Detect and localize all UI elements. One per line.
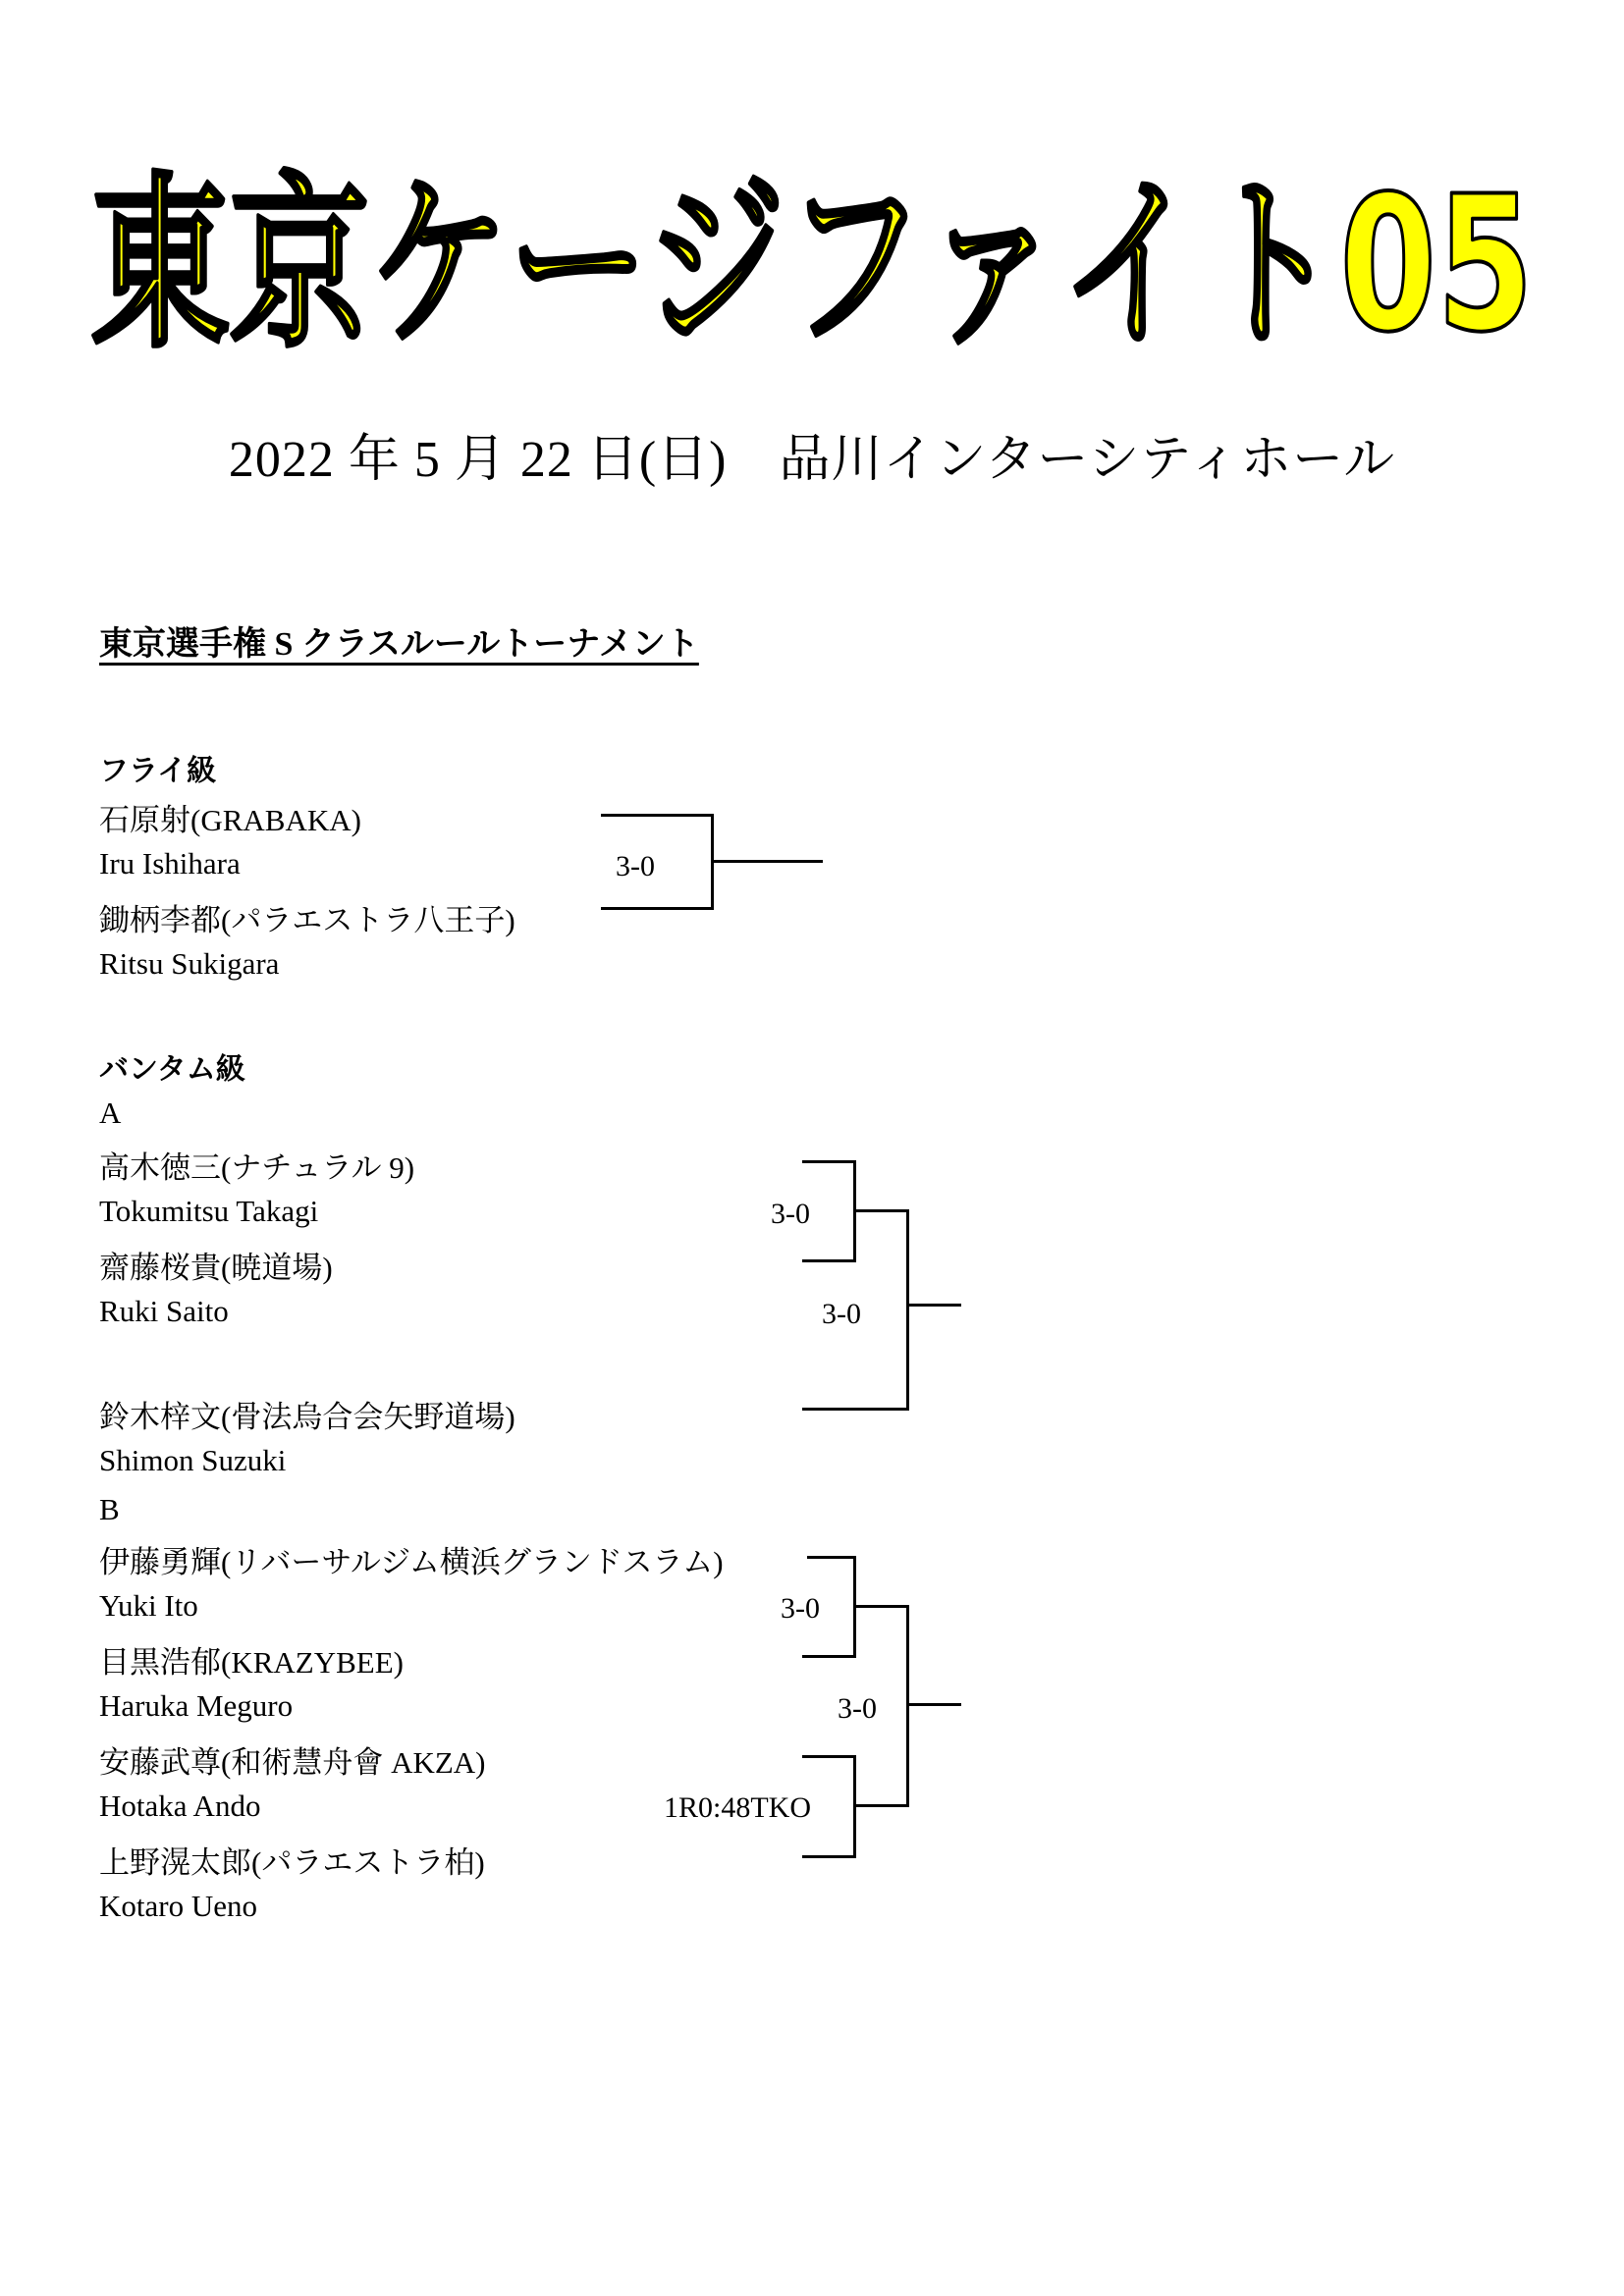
bracket-line — [802, 1408, 909, 1411]
bracket-line — [601, 907, 714, 910]
bout-result: 1R0:48TKO — [664, 1791, 811, 1824]
block-a-label: A — [99, 1095, 122, 1130]
fighter-name-en: Kotaro Ueno — [99, 1889, 257, 1923]
bout-result: 3-0 — [781, 1592, 820, 1625]
fighter-name-en: Shimon Suzuki — [99, 1443, 287, 1477]
fighter-name-en: Ritsu Sukigara — [99, 946, 280, 981]
fighter-name-jp: 安藤武尊(和術慧舟會 AKZA) — [99, 1745, 486, 1780]
event-title — [0, 59, 1624, 383]
fighter-name-jp: 鋤柄李都(パラエストラ八王子) — [99, 903, 515, 937]
bout-result: 3-0 — [838, 1692, 877, 1725]
bracket-line — [711, 860, 823, 863]
fighter-name-jp: 目黒浩郁(KRAZYBEE) — [99, 1645, 404, 1680]
fighter-name-en: Iru Ishihara — [99, 846, 241, 881]
bracket-line — [802, 1855, 856, 1858]
bracket-line — [802, 1755, 856, 1758]
bracket-line — [906, 1209, 909, 1411]
fighter-name-en: Yuki Ito — [99, 1588, 198, 1623]
bracket-line — [853, 1605, 909, 1608]
bracket-line — [906, 1605, 909, 1807]
fighter-name-jp: 伊藤勇輝(リバーサルジム横浜グランドスラム) — [99, 1545, 724, 1579]
fighter-name-jp: 高木徳三(ナチュラル 9) — [99, 1150, 415, 1185]
fighter-name-jp: 上野滉太郎(パラエストラ柏) — [99, 1845, 485, 1880]
fighter-name-jp: 齋藤桜貴(暁道場) — [99, 1251, 333, 1285]
fighter-name-en: Hotaka Ando — [99, 1789, 261, 1823]
fighter-name-en: Tokumitsu Takagi — [99, 1194, 319, 1228]
bracket-line — [802, 1259, 856, 1262]
flyweight-label: フライ級 — [99, 755, 217, 787]
bracket-line — [853, 1209, 909, 1212]
fighter-name-jp: 石原射(GRABAKA) — [99, 803, 361, 837]
bout-result: 3-0 — [616, 850, 655, 882]
fighter-name-jp: 鈴木梓文(骨法烏合会矢野道場) — [99, 1400, 515, 1434]
event-date-venue: 2022 年 5 月 22 日(日) 品川インターシティホール — [228, 432, 1396, 488]
bracket-line — [906, 1703, 961, 1706]
bout-result: 3-0 — [771, 1198, 810, 1230]
bantamweight-label: バンタム級 — [99, 1053, 245, 1086]
tournament-heading: 東京選手権 S クラスルールトーナメント — [99, 626, 699, 663]
fighter-name-en: Ruki Saito — [99, 1294, 229, 1328]
bracket-line — [853, 1804, 909, 1807]
bracket-line — [802, 1160, 856, 1163]
bracket-line — [802, 1655, 856, 1658]
bout-result: 3-0 — [822, 1298, 861, 1330]
event-title-text: 東京ケージファイト05 — [90, 156, 1534, 373]
bracket-line — [906, 1304, 961, 1307]
bracket-line — [601, 814, 714, 817]
bracket-line — [807, 1556, 856, 1559]
block-b-label: B — [99, 1492, 120, 1526]
fighter-name-en: Haruka Meguro — [99, 1688, 294, 1723]
